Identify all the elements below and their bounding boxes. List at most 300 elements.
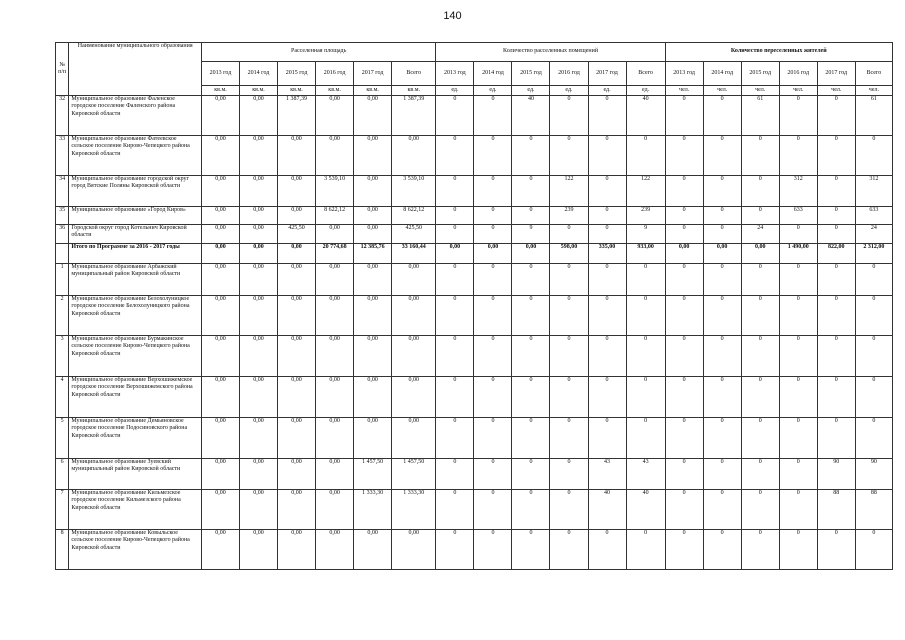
area-cell: 33 160,44 — [392, 244, 436, 264]
units-cell: 0 — [512, 296, 550, 336]
units-cell: 0 — [550, 530, 588, 570]
people-cell: 0 — [703, 490, 741, 530]
area-cell: 8 622,12 — [392, 207, 436, 225]
year-header: 2014 год — [703, 62, 741, 86]
area-cell: 1 387,39 — [392, 96, 436, 136]
area-cell: 0,00 — [278, 377, 316, 418]
units-cell: 0 — [436, 207, 474, 225]
people-cell: 0 — [855, 336, 892, 377]
unit-header: кв.м. — [201, 86, 239, 96]
table-row — [56, 225, 893, 244]
area-cell: 0,00 — [278, 136, 316, 176]
area-cell: 0,00 — [354, 296, 392, 336]
units-cell: 0 — [474, 490, 512, 530]
row-number — [56, 244, 69, 264]
area-cell: 0,00 — [354, 336, 392, 377]
people-cell: 0 — [703, 264, 741, 296]
area-cell: 1 387,39 — [278, 96, 316, 136]
year-header: Всего — [855, 62, 892, 86]
people-cell: 0 — [817, 207, 855, 225]
unit-header: ед. — [588, 86, 626, 96]
year-header: 2015 год — [512, 62, 550, 86]
people-cell: 0 — [665, 176, 703, 207]
people-cell: 0 — [665, 490, 703, 530]
area-cell: 0,00 — [316, 296, 354, 336]
units-cell: 0 — [436, 418, 474, 459]
area-cell: 0,00 — [316, 418, 354, 459]
units-cell: 0 — [512, 336, 550, 377]
unit-header: чел. — [779, 86, 817, 96]
unit-header: ед. — [550, 86, 588, 96]
people-cell: 0 — [665, 296, 703, 336]
row-number: 2 — [56, 296, 69, 336]
people-cell: 0 — [741, 377, 779, 418]
area-cell: 0,00 — [278, 207, 316, 225]
area-cell: 0,00 — [278, 530, 316, 570]
units-cell: 0 — [550, 377, 588, 418]
unit-header: чел. — [665, 86, 703, 96]
unit-header: ед. — [626, 86, 665, 96]
people-cell: 0 — [779, 459, 817, 490]
units-cell: 0 — [436, 296, 474, 336]
units-cell: 0 — [474, 530, 512, 570]
table-row — [56, 377, 893, 418]
table-row — [56, 530, 893, 570]
units-cell: 9 — [626, 225, 665, 244]
area-cell: 0,00 — [392, 530, 436, 570]
units-cell: 0 — [550, 96, 588, 136]
units-cell: 40 — [588, 490, 626, 530]
area-cell: 0,00 — [240, 136, 278, 176]
group-area-header: Расселенная площадь — [201, 43, 435, 62]
people-cell: 0 — [817, 296, 855, 336]
area-cell: 0,00 — [240, 490, 278, 530]
people-cell: 0 — [741, 264, 779, 296]
area-cell: 0,00 — [201, 418, 239, 459]
area-cell: 0,00 — [354, 176, 392, 207]
municipality-name: Муниципальное образование городской округ город Вятские Поляны Кировской области — [69, 176, 202, 207]
area-cell: 0,00 — [201, 176, 239, 207]
unit-header: ед. — [474, 86, 512, 96]
units-cell: 0 — [626, 136, 665, 176]
area-cell: 0,00 — [201, 530, 239, 570]
people-cell: 0 — [779, 296, 817, 336]
area-cell: 0,00 — [240, 418, 278, 459]
year-header: 2013 год — [436, 62, 474, 86]
people-cell: 0 — [665, 459, 703, 490]
units-cell: 0 — [474, 176, 512, 207]
area-cell: 1 457,50 — [392, 459, 436, 490]
table-row — [56, 296, 893, 336]
row-number: 7 — [56, 490, 69, 530]
area-cell: 0,00 — [316, 264, 354, 296]
people-cell: 0 — [779, 530, 817, 570]
row-number: 4 — [56, 377, 69, 418]
table-row — [56, 459, 893, 490]
municipality-name: Муниципальное образование Кильмезское городское поселение Кильмезского района Кировской области — [69, 490, 202, 530]
municipality-name: Муниципальное образование Демьяновское городское поселение Подосиновского района Кировской области — [69, 418, 202, 459]
units-cell: 335,00 — [588, 244, 626, 264]
municipality-name: Итого по Программе за 2016 - 2017 годы — [69, 244, 202, 264]
area-cell: 0,00 — [201, 296, 239, 336]
units-cell: 0 — [550, 136, 588, 176]
row-number: 1 — [56, 264, 69, 296]
people-cell: 0,00 — [703, 244, 741, 264]
people-cell: 0 — [779, 96, 817, 136]
units-cell: 0 — [474, 459, 512, 490]
units-cell: 122 — [626, 176, 665, 207]
units-cell: 0 — [512, 459, 550, 490]
units-cell: 0 — [474, 136, 512, 176]
area-cell: 0,00 — [201, 377, 239, 418]
unit-header: чел. — [855, 86, 892, 96]
units-cell: 0 — [436, 490, 474, 530]
people-cell: 0 — [665, 96, 703, 136]
area-cell: 425,50 — [392, 225, 436, 244]
units-cell: 0 — [626, 264, 665, 296]
area-cell: 0,00 — [240, 377, 278, 418]
people-cell: 0 — [817, 377, 855, 418]
units-cell: 0 — [550, 490, 588, 530]
people-cell: 90 — [817, 459, 855, 490]
units-cell: 0 — [550, 418, 588, 459]
year-header: 2017 год — [354, 62, 392, 86]
table-row — [56, 490, 893, 530]
people-cell: 61 — [741, 96, 779, 136]
table-row — [56, 336, 893, 377]
row-number: 8 — [56, 530, 69, 570]
header-row-groups — [56, 43, 893, 62]
group-people-header: Количество переселенных жителей — [665, 43, 892, 62]
people-cell: 0 — [817, 176, 855, 207]
area-cell: 0,00 — [316, 530, 354, 570]
people-cell: 0 — [665, 530, 703, 570]
municipality-name: Городской округ город Котельнич Кировской области — [69, 225, 202, 244]
area-cell: 0,00 — [201, 225, 239, 244]
area-cell: 20 774,68 — [316, 244, 354, 264]
people-cell: 0 — [741, 418, 779, 459]
units-cell: 0 — [588, 207, 626, 225]
people-cell: 0 — [665, 136, 703, 176]
people-cell: 633 — [779, 207, 817, 225]
municipality-name: Муниципальное образование Бурмакинское сельское поселение Кирово-Чепецкого района Кировской области — [69, 336, 202, 377]
municipality-name: Муниципальное образование Ковыльское сельское поселение Кирово-Чепецкого района Кировской области — [69, 530, 202, 570]
units-cell: 0 — [474, 418, 512, 459]
people-cell: 0 — [855, 377, 892, 418]
unit-header: чел. — [703, 86, 741, 96]
total-row — [56, 244, 893, 264]
table-body — [56, 96, 893, 570]
area-cell: 0,00 — [354, 530, 392, 570]
units-cell: 0 — [512, 207, 550, 225]
area-cell: 0,00 — [278, 264, 316, 296]
year-header: 2015 год — [741, 62, 779, 86]
area-cell: 0,00 — [278, 244, 316, 264]
units-cell: 0 — [436, 459, 474, 490]
people-cell: 0 — [817, 136, 855, 176]
area-cell: 0,00 — [240, 459, 278, 490]
units-cell: 43 — [626, 459, 665, 490]
units-cell: 0 — [550, 296, 588, 336]
people-cell: 0 — [665, 207, 703, 225]
area-cell: 0,00 — [201, 459, 239, 490]
people-cell: 0 — [741, 207, 779, 225]
people-cell: 0 — [817, 96, 855, 136]
people-cell: 0 — [741, 530, 779, 570]
area-cell: 0,00 — [201, 136, 239, 176]
units-cell: 0 — [512, 490, 550, 530]
area-cell: 0,00 — [201, 490, 239, 530]
area-cell: 0,00 — [240, 264, 278, 296]
people-cell: 0 — [703, 377, 741, 418]
row-number: 36 — [56, 225, 69, 244]
area-cell: 0,00 — [201, 207, 239, 225]
people-cell: 0 — [817, 530, 855, 570]
people-cell: 0 — [779, 136, 817, 176]
units-cell: 40 — [512, 96, 550, 136]
unit-header: кв.м. — [278, 86, 316, 96]
area-cell: 0,00 — [354, 136, 392, 176]
units-cell: 239 — [626, 207, 665, 225]
area-cell: 1 457,50 — [354, 459, 392, 490]
people-cell: 24 — [855, 225, 892, 244]
units-cell: 0 — [512, 136, 550, 176]
year-header: Всего — [626, 62, 665, 86]
units-cell: 0 — [474, 96, 512, 136]
area-cell: 0,00 — [240, 296, 278, 336]
area-cell: 0,00 — [278, 296, 316, 336]
row-number: 33 — [56, 136, 69, 176]
area-cell: 0,00 — [316, 459, 354, 490]
units-cell: 122 — [550, 176, 588, 207]
units-cell: 0 — [512, 530, 550, 570]
units-cell: 0 — [588, 136, 626, 176]
area-cell: 0,00 — [316, 377, 354, 418]
people-cell: 0 — [817, 418, 855, 459]
area-cell: 0,00 — [278, 418, 316, 459]
people-cell: 0 — [855, 264, 892, 296]
unit-header: кв.м. — [240, 86, 278, 96]
units-cell: 0 — [626, 530, 665, 570]
people-cell: 822,00 — [817, 244, 855, 264]
row-number: 3 — [56, 336, 69, 377]
unit-header: чел. — [741, 86, 779, 96]
year-header: 2016 год — [779, 62, 817, 86]
units-cell: 43 — [588, 459, 626, 490]
units-cell: 239 — [550, 207, 588, 225]
area-cell: 0,00 — [392, 336, 436, 377]
people-cell: 1 490,00 — [779, 244, 817, 264]
area-cell: 425,50 — [278, 225, 316, 244]
area-cell: 0,00 — [240, 225, 278, 244]
municipality-name: Муниципальное образование Белохолуницкое городское поселение Белохолуницкого района Кировской области — [69, 296, 202, 336]
area-cell: 0,00 — [354, 377, 392, 418]
units-cell: 0 — [588, 377, 626, 418]
people-cell: 0 — [703, 459, 741, 490]
area-cell: 0,00 — [240, 96, 278, 136]
people-cell: 0 — [817, 225, 855, 244]
table-row — [56, 418, 893, 459]
people-cell: 312 — [779, 176, 817, 207]
units-cell: 0 — [436, 176, 474, 207]
unit-header: кв.м. — [392, 86, 436, 96]
resettlement-table — [55, 42, 893, 570]
area-cell: 0,00 — [240, 244, 278, 264]
units-cell: 0 — [588, 176, 626, 207]
units-cell: 0,00 — [474, 244, 512, 264]
units-cell: 9 — [512, 225, 550, 244]
units-cell: 0 — [626, 296, 665, 336]
unit-header: чел. — [817, 86, 855, 96]
year-header: Всего — [392, 62, 436, 86]
units-cell: 0 — [588, 96, 626, 136]
people-cell: 0 — [741, 459, 779, 490]
area-cell: 1 333,30 — [354, 490, 392, 530]
people-cell: 88 — [855, 490, 892, 530]
units-cell: 40 — [626, 490, 665, 530]
area-cell: 12 385,76 — [354, 244, 392, 264]
people-cell: 0 — [855, 530, 892, 570]
area-cell: 0,00 — [354, 225, 392, 244]
area-cell: 8 622,12 — [316, 207, 354, 225]
area-cell: 3 539,10 — [316, 176, 354, 207]
year-header: 2014 год — [240, 62, 278, 86]
people-cell: 61 — [855, 96, 892, 136]
area-cell: 0,00 — [316, 225, 354, 244]
units-cell: 0 — [588, 336, 626, 377]
area-cell: 0,00 — [278, 336, 316, 377]
units-cell: 0 — [474, 377, 512, 418]
people-cell: 0 — [855, 296, 892, 336]
units-cell: 0,00 — [512, 244, 550, 264]
group-units-header: Количество расселенных помещений — [436, 43, 665, 62]
row-number: 34 — [56, 176, 69, 207]
municipality-name: Муниципальное образование Фаленское городское поселение Фаленского района Кировской области — [69, 96, 202, 136]
units-cell: 0 — [588, 296, 626, 336]
area-cell: 0,00 — [278, 176, 316, 207]
area-cell: 0,00 — [316, 336, 354, 377]
area-cell: 0,00 — [392, 296, 436, 336]
area-cell: 3 539,10 — [392, 176, 436, 207]
people-cell: 0 — [703, 136, 741, 176]
units-cell: 0 — [474, 225, 512, 244]
people-cell: 0 — [703, 418, 741, 459]
units-cell: 0 — [436, 377, 474, 418]
units-cell: 0 — [474, 264, 512, 296]
units-cell: 0 — [626, 336, 665, 377]
area-cell: 1 333,30 — [392, 490, 436, 530]
unit-header: кв.м. — [354, 86, 392, 96]
area-cell: 0,00 — [354, 96, 392, 136]
units-cell: 0 — [512, 176, 550, 207]
area-cell: 0,00 — [201, 264, 239, 296]
people-cell: 0 — [741, 490, 779, 530]
units-cell: 0 — [436, 136, 474, 176]
units-cell: 598,00 — [550, 244, 588, 264]
people-cell: 0 — [817, 336, 855, 377]
people-cell: 0 — [665, 225, 703, 244]
year-header: 2017 год — [588, 62, 626, 86]
people-cell: 0 — [741, 336, 779, 377]
area-cell: 0,00 — [354, 264, 392, 296]
people-cell: 633 — [855, 207, 892, 225]
people-cell: 0 — [703, 225, 741, 244]
municipality-name: Муниципальное образование Зуевский муниципальный район Кировской области — [69, 459, 202, 490]
units-cell: 0 — [436, 264, 474, 296]
table-row — [56, 136, 893, 176]
people-cell: 0 — [741, 136, 779, 176]
people-cell: 0 — [665, 377, 703, 418]
area-cell: 0,00 — [392, 418, 436, 459]
table-row — [56, 176, 893, 207]
municipality-name: Муниципальное образование «Город Киров» — [69, 207, 202, 225]
units-cell: 0 — [550, 264, 588, 296]
units-cell: 0 — [474, 336, 512, 377]
year-header: 2013 год — [665, 62, 703, 86]
people-cell: 0,00 — [741, 244, 779, 264]
people-cell: 0,00 — [665, 244, 703, 264]
col-no-header: № п/п — [56, 43, 69, 96]
people-cell: 0 — [703, 336, 741, 377]
people-cell: 0 — [703, 296, 741, 336]
unit-header: кв.м. — [316, 86, 354, 96]
units-cell: 0 — [436, 530, 474, 570]
units-cell: 933,00 — [626, 244, 665, 264]
people-cell: 0 — [779, 336, 817, 377]
row-number: 32 — [56, 96, 69, 136]
area-cell: 0,00 — [354, 207, 392, 225]
units-cell: 0 — [512, 377, 550, 418]
units-cell: 0 — [436, 225, 474, 244]
units-cell: 0 — [626, 418, 665, 459]
area-cell: 0,00 — [278, 490, 316, 530]
units-cell: 0 — [588, 418, 626, 459]
people-cell: 0 — [817, 264, 855, 296]
table-row — [56, 207, 893, 225]
people-cell: 0 — [855, 418, 892, 459]
municipality-name: Муниципальное образование Арбажский муниципальный район Кировской области — [69, 264, 202, 296]
people-cell: 0 — [703, 207, 741, 225]
year-header: 2016 год — [550, 62, 588, 86]
area-cell: 0,00 — [392, 264, 436, 296]
unit-header: ед. — [436, 86, 474, 96]
units-cell: 0 — [436, 336, 474, 377]
area-cell: 0,00 — [392, 377, 436, 418]
area-cell: 0,00 — [240, 207, 278, 225]
people-cell: 2 312,00 — [855, 244, 892, 264]
units-cell: 0 — [512, 418, 550, 459]
row-number: 6 — [56, 459, 69, 490]
people-cell: 24 — [741, 225, 779, 244]
area-cell: 0,00 — [201, 244, 239, 264]
units-cell: 0 — [512, 264, 550, 296]
year-header: 2017 год — [817, 62, 855, 86]
municipality-name: Муниципальное образование Верхошижемское городское поселение Верхошижемского района Кировской области — [69, 377, 202, 418]
people-cell: 0 — [779, 377, 817, 418]
col-name-header: Наименование муниципального образования — [69, 43, 202, 96]
units-cell: 0 — [588, 225, 626, 244]
units-cell: 0 — [436, 96, 474, 136]
people-cell: 0 — [855, 136, 892, 176]
people-cell: 0 — [779, 418, 817, 459]
people-cell: 0 — [665, 336, 703, 377]
area-cell: 0,00 — [201, 96, 239, 136]
units-cell: 0 — [550, 225, 588, 244]
area-cell: 0,00 — [278, 459, 316, 490]
units-cell: 0 — [626, 377, 665, 418]
year-header: 2015 год — [278, 62, 316, 86]
area-cell: 0,00 — [354, 418, 392, 459]
